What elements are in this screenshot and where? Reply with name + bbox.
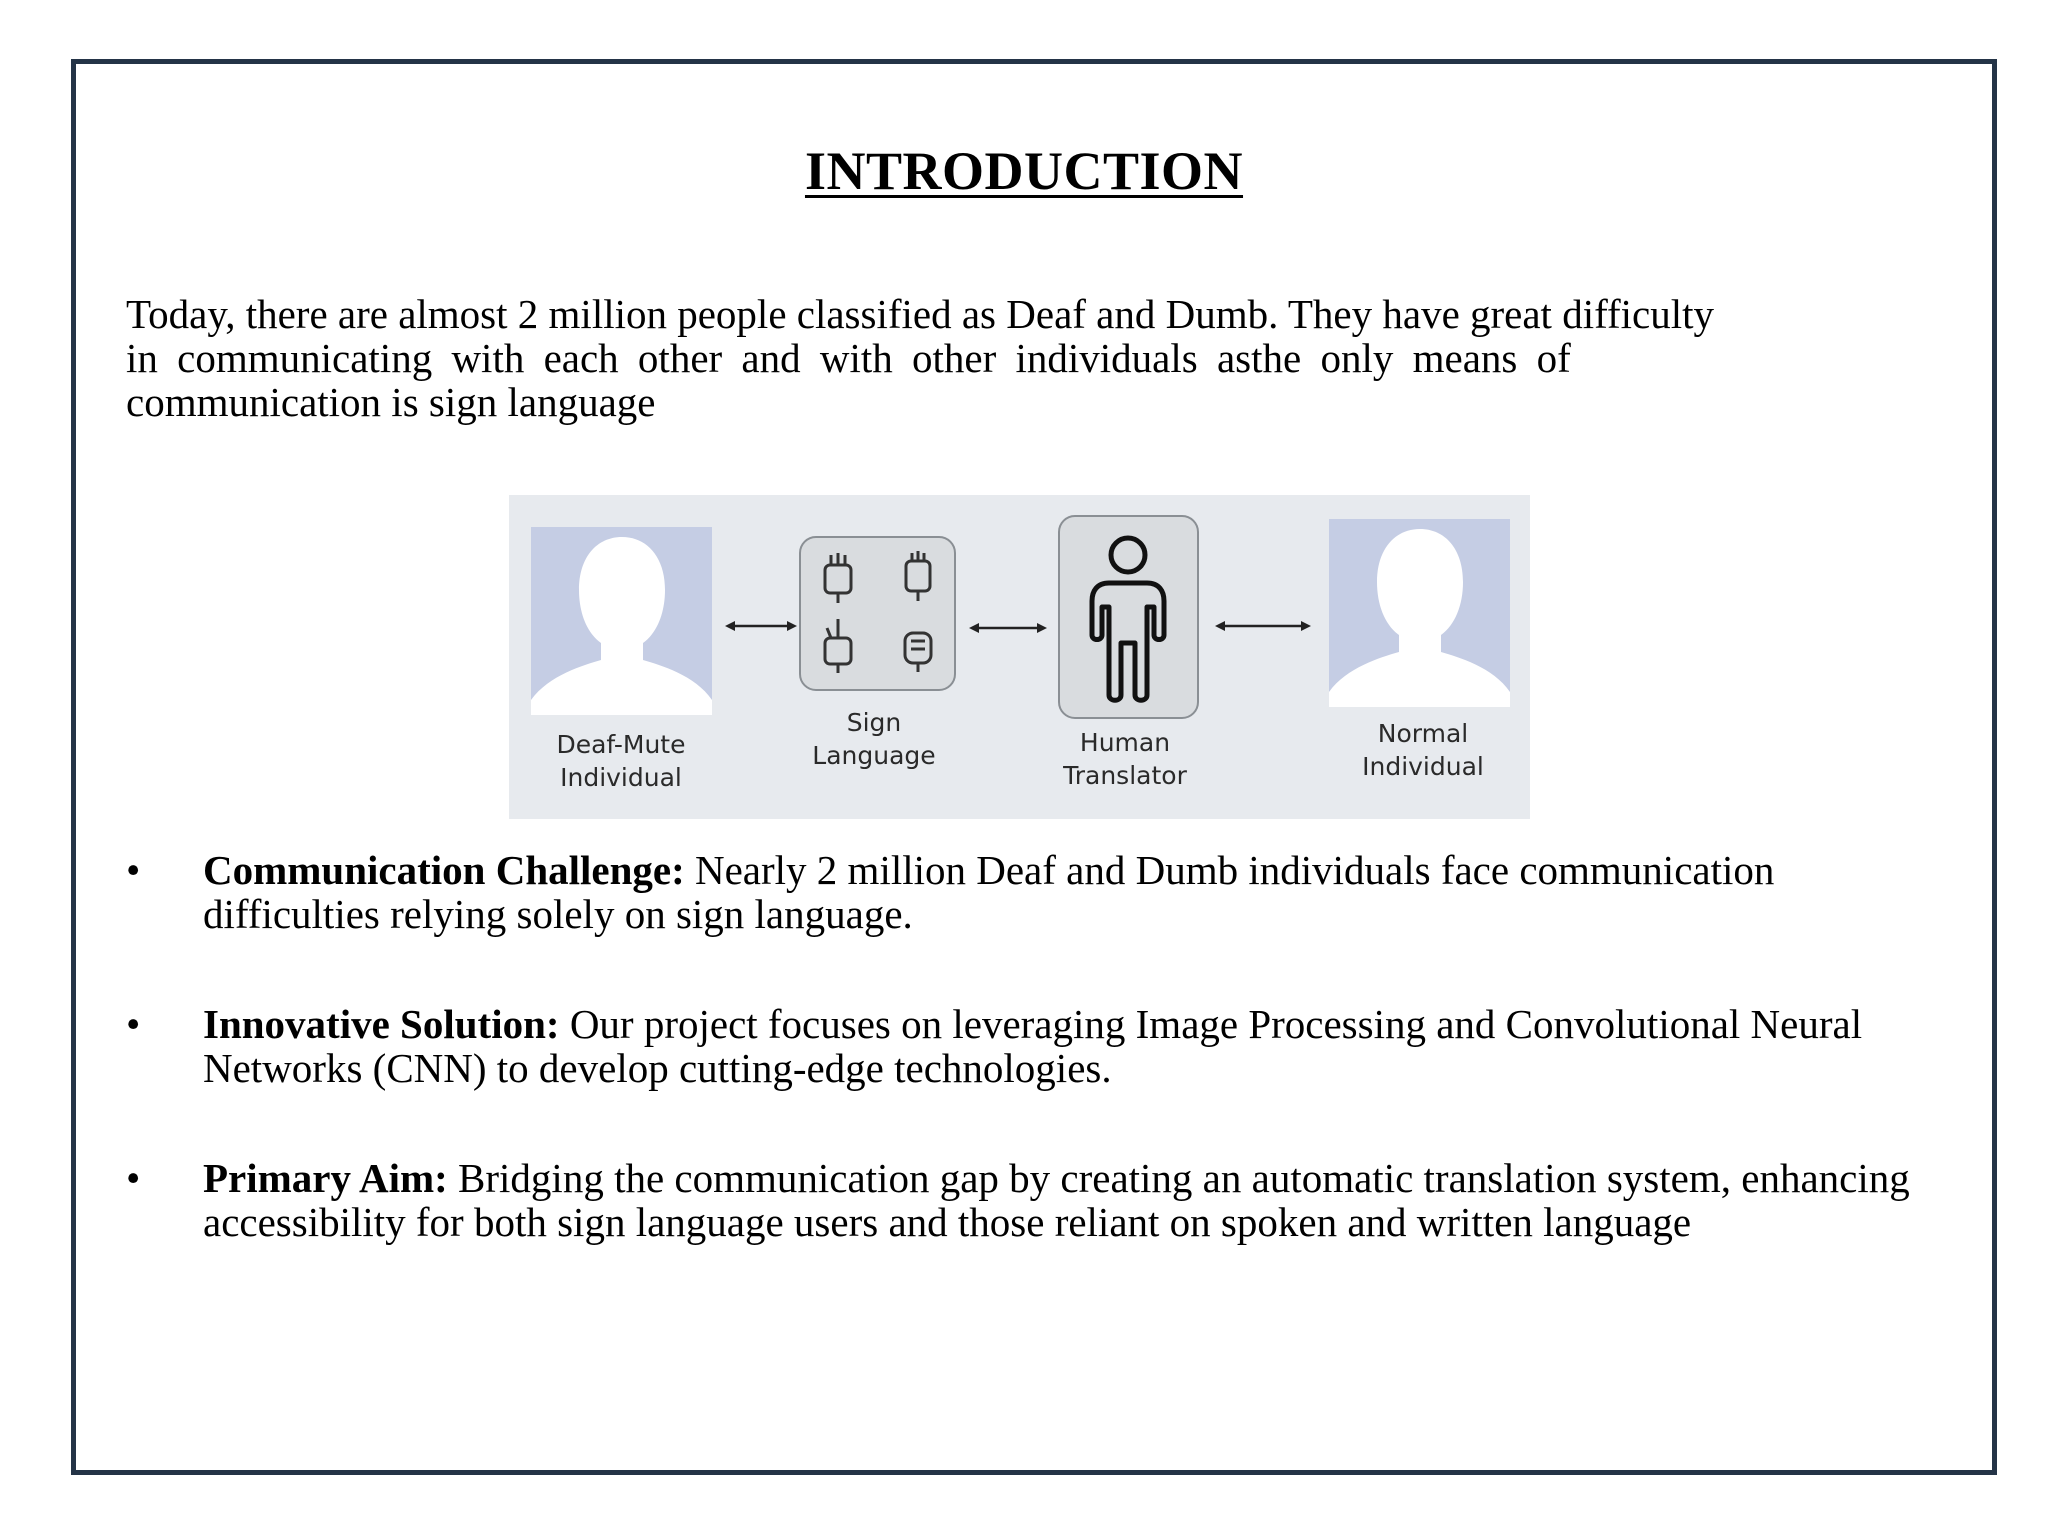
page-title: INTRODUCTION	[804, 141, 1244, 201]
bullet-list	[126, 848, 1926, 1310]
bullet-marker: •	[126, 1155, 141, 1201]
intro-line: Today, there are almost 2 million people classified as Deaf and Dumb. They have great difficulty	[126, 291, 1715, 337]
deaf-mute-label-line1: Deaf-Mute	[556, 730, 686, 759]
sign-language-card-icon	[800, 537, 955, 690]
bullet-item	[126, 848, 1926, 936]
bullet-item	[126, 1156, 1926, 1244]
normal-individual-label-line2: Individual	[1362, 752, 1484, 781]
sign-language-label-line1: Sign	[846, 708, 902, 737]
human-translator-label-line2: Translator	[1063, 761, 1187, 790]
intro-line: in communicating with each other and with other individuals asthe only means of	[126, 335, 1571, 381]
bullet-heading: Communication Challenge:	[203, 847, 685, 893]
human-translator-label-line1: Human	[1079, 728, 1171, 757]
intro-line: communication is sign language	[126, 379, 656, 425]
human-translator-card-icon	[1059, 516, 1198, 718]
bullet-item	[126, 1002, 1926, 1090]
bullet-heading: Primary Aim:	[203, 1155, 448, 1201]
deaf-mute-silhouette-icon	[531, 527, 712, 715]
diagram-svg	[509, 495, 1530, 819]
normal-individual-label-line1: Normal	[1377, 719, 1469, 748]
deaf-mute-label-line2: Individual	[560, 763, 682, 792]
bullet-heading: Innovative Solution:	[203, 1001, 560, 1047]
communication-diagram	[509, 495, 1530, 819]
sign-language-label-line2: Language	[812, 741, 936, 770]
bullet-marker: •	[126, 1001, 141, 1047]
double-arrow-icon	[969, 623, 1047, 633]
double-arrow-icon	[725, 621, 797, 631]
bullet-text: Our project focuses on leveraging Image Processing and Convolutional Neural Networks (CNN) to develop cutting-edge technologies.	[203, 1001, 1863, 1091]
bullet-text: Bridging the communication gap by creating an automatic translation system, enhancing accessibility for both sign language users and those reliant on spoken and written language	[203, 1155, 1910, 1245]
bullet-marker: •	[126, 847, 141, 893]
normal-individual-silhouette-icon	[1329, 519, 1510, 707]
bullet-text: Nearly 2 million Deaf and Dumb individuals face communication difficulties relying solely on sign language.	[203, 847, 1775, 937]
intro-paragraph	[126, 292, 1926, 424]
double-arrow-icon	[1215, 621, 1311, 631]
